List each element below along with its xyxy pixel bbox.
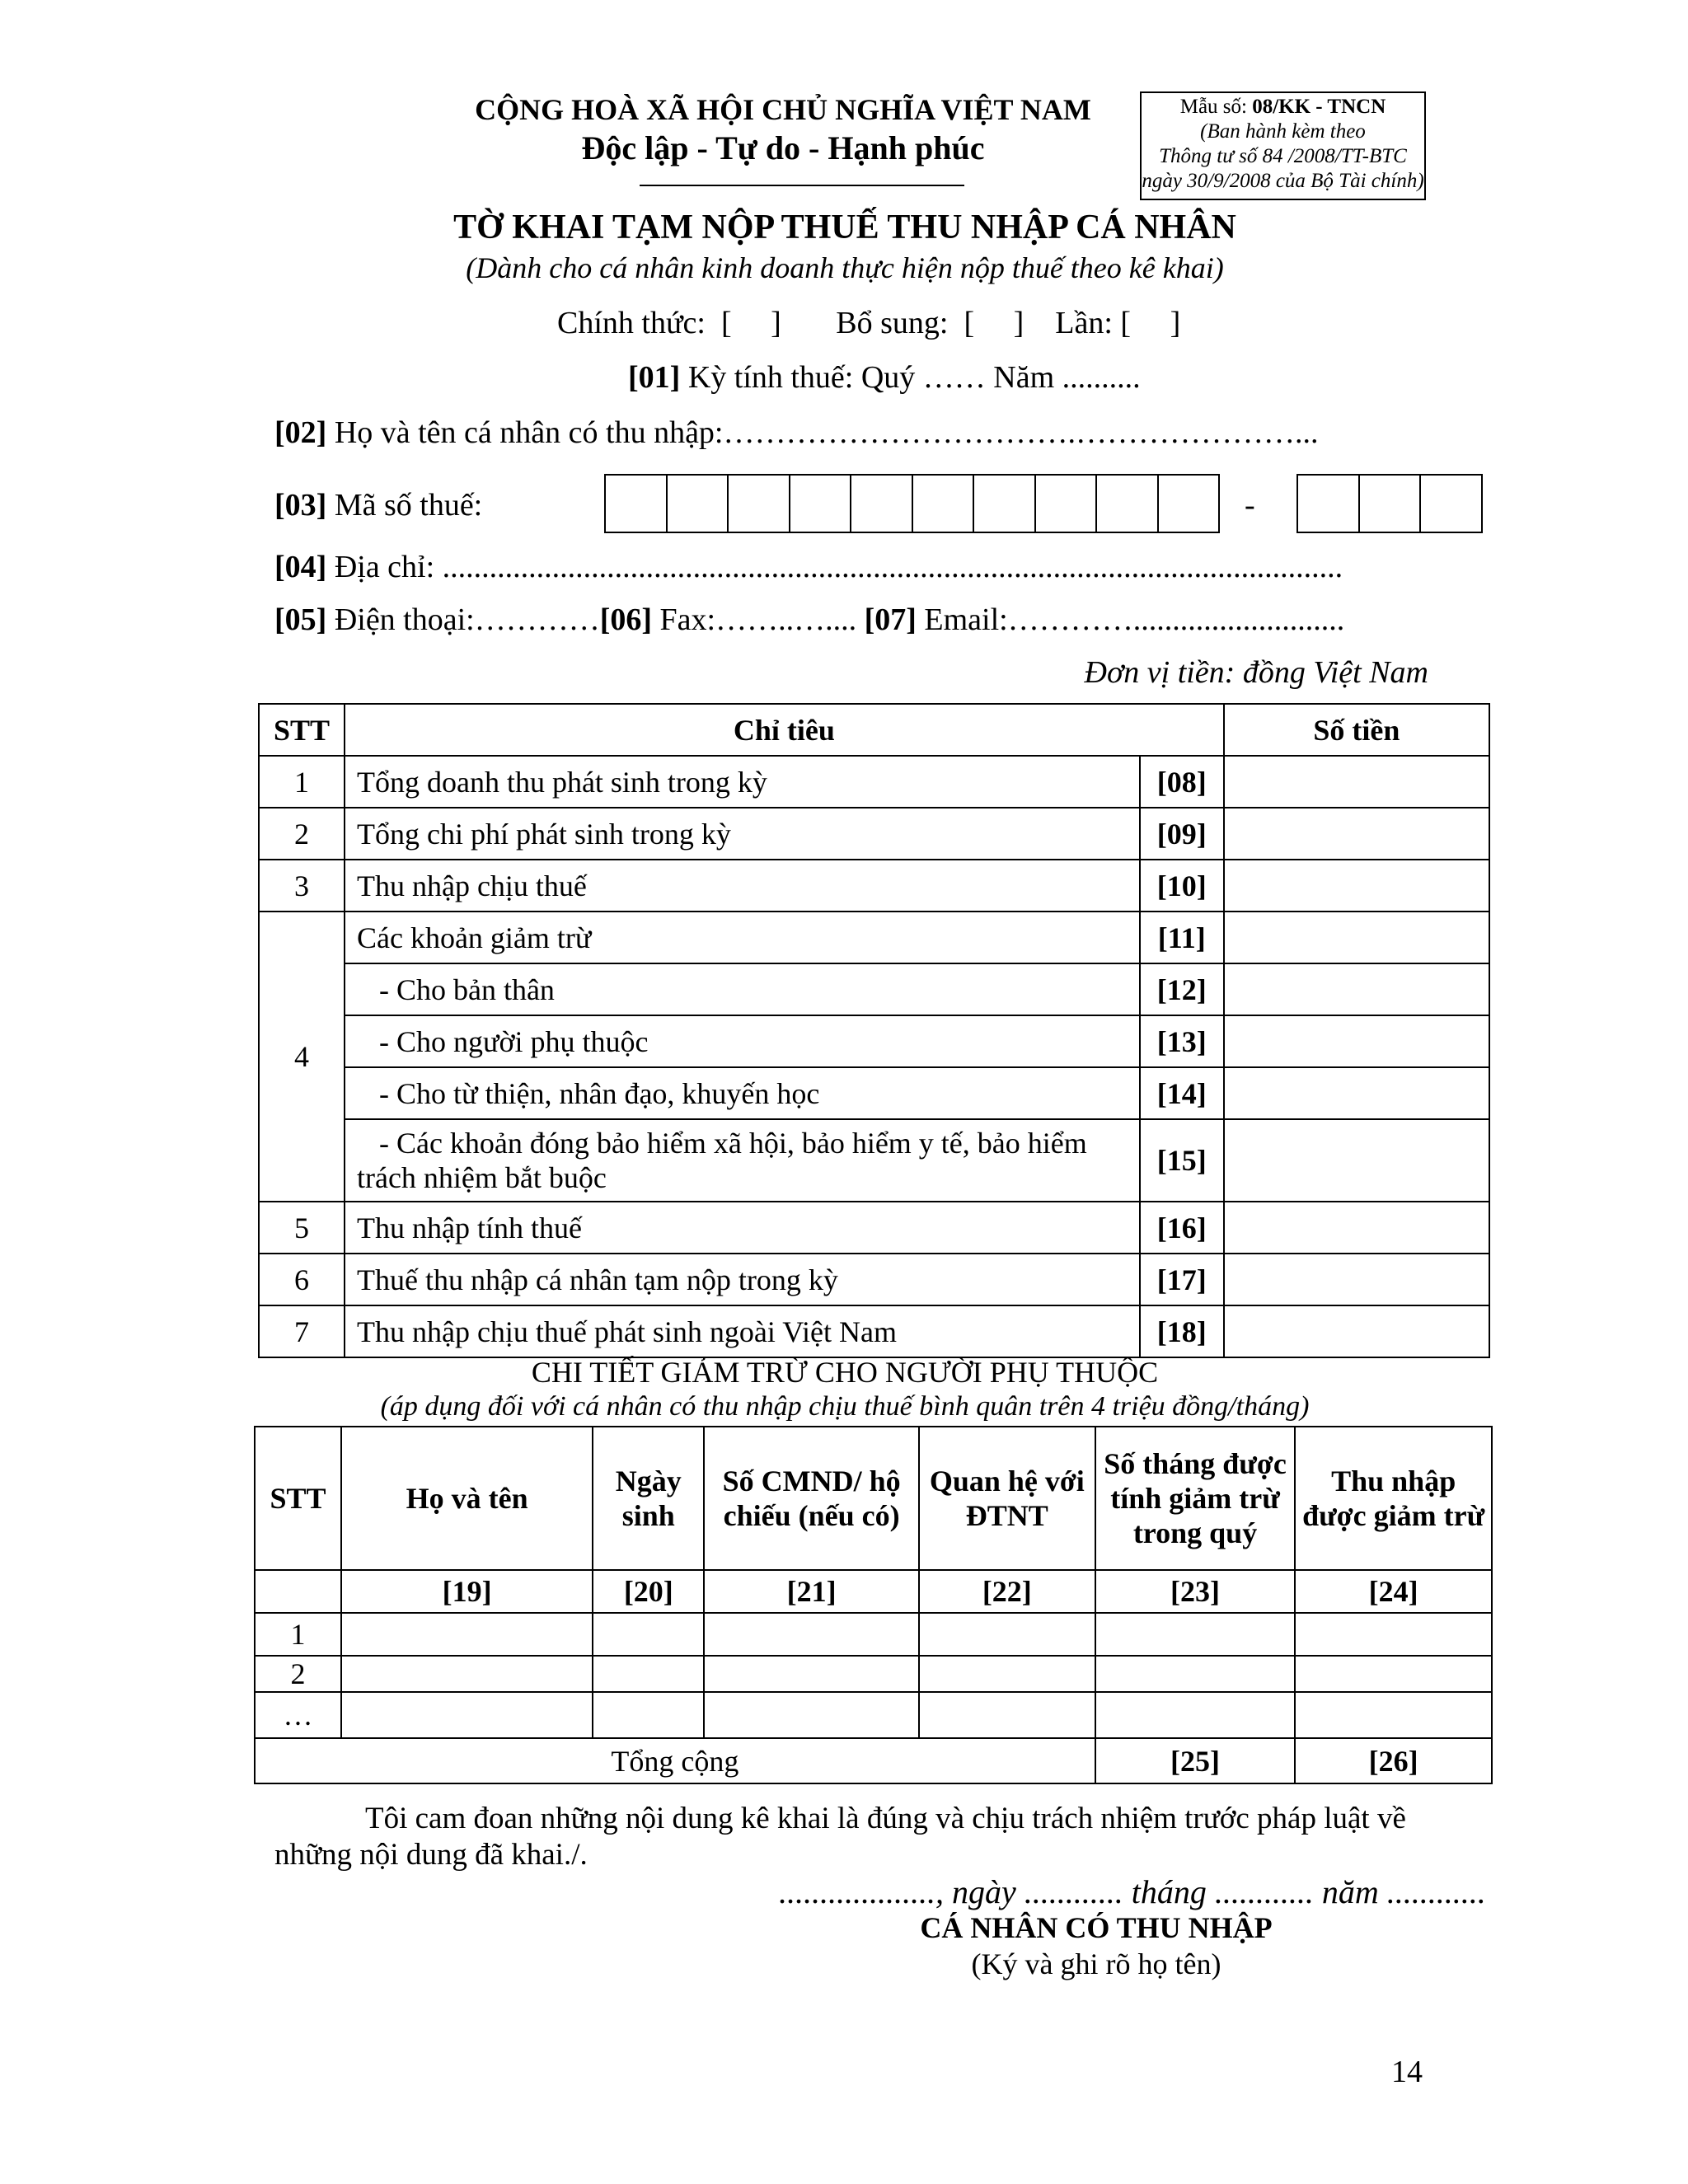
tax-code-grid[interactable] bbox=[604, 474, 1218, 533]
row-stt: 5 bbox=[259, 1202, 345, 1254]
declaration-text-line2: những nội dung đã khai./. bbox=[274, 1838, 588, 1872]
row-label: Thuế thu nhập cá nhân tạm nộp trong kỳ bbox=[345, 1254, 1140, 1305]
dep-code: [23] bbox=[1095, 1570, 1296, 1613]
tax-code-dash: - bbox=[1245, 488, 1255, 523]
total-label: Tổng cộng bbox=[255, 1738, 1095, 1783]
row-code: [15] bbox=[1140, 1119, 1224, 1202]
tax-code-digit[interactable] bbox=[973, 474, 1036, 533]
row-label: Thu nhập chịu thuế phát sinh ngoài Việt Nam bbox=[345, 1305, 1140, 1357]
field-02-name[interactable] bbox=[274, 415, 1319, 451]
field-05-code: [05] bbox=[274, 602, 327, 637]
field-06-code: [06] bbox=[599, 602, 653, 637]
field-05-07-contact[interactable] bbox=[274, 602, 1344, 638]
main-table-header bbox=[259, 704, 1489, 756]
dependents-header bbox=[255, 1427, 1492, 1570]
tax-code-digit[interactable] bbox=[604, 474, 668, 533]
tax-code-suffix-digit[interactable] bbox=[1296, 474, 1360, 533]
dep-header-stt: STT bbox=[255, 1427, 341, 1570]
table-row bbox=[259, 1202, 1489, 1254]
tax-code-suffix-digit[interactable] bbox=[1419, 474, 1483, 533]
amount-cell[interactable] bbox=[1224, 1067, 1489, 1119]
field-03-tax-code bbox=[274, 487, 482, 523]
dep-cell[interactable] bbox=[1095, 1656, 1296, 1692]
row-stt: 2 bbox=[259, 808, 345, 860]
signer-title: CÁ NHÂN CÓ THU NHẬP bbox=[920, 1911, 1273, 1944]
dep-row-stt: 1 bbox=[255, 1613, 341, 1656]
row-code: [10] bbox=[1140, 860, 1224, 912]
declaration-text-line1: Tôi cam đoan những nội dung kê khai là đúng và chịu trách nhiệm trước pháp luật về bbox=[365, 1802, 1406, 1835]
form-issue-line3: ngày 30/9/2008 của Bộ Tài chính) bbox=[1142, 170, 1424, 192]
dep-cell[interactable] bbox=[1095, 1692, 1296, 1738]
row-label: - Cho bản thân bbox=[345, 963, 1140, 1015]
row-stt: 3 bbox=[259, 860, 345, 912]
form-issue-line2: Thông tư số 84 /2008/TT-BTC bbox=[1159, 145, 1407, 167]
field-04-label: Địa chỉ: ................................................................................................................... bbox=[326, 550, 1343, 584]
total-code: [26] bbox=[1295, 1738, 1492, 1783]
amount-cell[interactable] bbox=[1224, 860, 1489, 912]
dep-code: [22] bbox=[919, 1570, 1095, 1613]
main-indicator-table bbox=[258, 703, 1490, 1358]
tax-code-digit[interactable] bbox=[912, 474, 975, 533]
dep-row-stt: … bbox=[255, 1692, 341, 1738]
dep-header-id: Số CMND/ hộ chiếu (nếu có) bbox=[704, 1427, 919, 1570]
tax-code-digit[interactable] bbox=[727, 474, 790, 533]
page-number: 14 bbox=[1391, 2055, 1423, 2089]
row-code: [13] bbox=[1140, 1015, 1224, 1067]
tax-code-suffix-grid[interactable] bbox=[1296, 474, 1481, 533]
field-01-code: [01] bbox=[628, 360, 681, 395]
dep-row-stt: 2 bbox=[255, 1656, 341, 1692]
form-code-box bbox=[1140, 91, 1426, 200]
table-row bbox=[259, 808, 1489, 860]
tax-code-suffix-digit[interactable] bbox=[1358, 474, 1422, 533]
form-code-prefix: Mẫu số: bbox=[1179, 96, 1253, 118]
currency-unit: Đơn vị tiền: đồng Việt Nam bbox=[1084, 655, 1428, 690]
dep-header-relation: Quan hệ với ĐTNT bbox=[919, 1427, 1095, 1570]
dep-cell[interactable] bbox=[341, 1692, 593, 1738]
row-label: Các khoản giảm trừ bbox=[345, 912, 1140, 963]
declaration-type[interactable]: Chính thức: [ ] Bổ sung: [ ] Lần: [ ] bbox=[557, 306, 1181, 340]
field-07-label: Email:…………........................... bbox=[916, 602, 1345, 637]
amount-cell[interactable] bbox=[1224, 1202, 1489, 1254]
tax-code-digit[interactable] bbox=[850, 474, 913, 533]
field-06-label: Fax:……..….... bbox=[652, 602, 857, 637]
table-row bbox=[259, 1119, 1489, 1202]
table-row bbox=[259, 756, 1489, 808]
row-stt: 4 bbox=[259, 912, 345, 1202]
row-code: [18] bbox=[1140, 1305, 1224, 1357]
motto: Độc lập - Tự do - Hạnh phúc bbox=[581, 129, 985, 166]
tax-code-digit[interactable] bbox=[789, 474, 852, 533]
dep-cell[interactable] bbox=[919, 1656, 1095, 1692]
table-row bbox=[255, 1613, 1492, 1656]
amount-cell[interactable] bbox=[1224, 808, 1489, 860]
dep-cell[interactable] bbox=[341, 1613, 593, 1656]
dep-cell[interactable] bbox=[704, 1692, 919, 1738]
dep-cell[interactable] bbox=[919, 1692, 1095, 1738]
field-07-code: [07] bbox=[864, 602, 917, 637]
header-amount: Số tiền bbox=[1224, 704, 1489, 756]
field-02-code: [02] bbox=[274, 415, 327, 450]
signature-note: (Ký và ghi rõ họ tên) bbox=[971, 1947, 1221, 1980]
field-01-label: Kỳ tính thuế: Quý …… Năm .......... bbox=[680, 360, 1141, 395]
amount-cell[interactable] bbox=[1224, 912, 1489, 963]
amount-cell[interactable] bbox=[1224, 1305, 1489, 1357]
tax-code-digit[interactable] bbox=[666, 474, 729, 533]
motto-underline bbox=[640, 185, 964, 186]
total-code: [25] bbox=[1095, 1738, 1296, 1783]
dependents-total-row bbox=[255, 1738, 1492, 1783]
field-04-address[interactable] bbox=[274, 549, 1343, 585]
row-label: - Các khoản đóng bảo hiểm xã hội, bảo hiểm y tế, bảo hiểm trách nhiệm bắt buộc bbox=[345, 1119, 1140, 1202]
row-label: - Cho người phụ thuộc bbox=[345, 1015, 1140, 1067]
dep-cell[interactable] bbox=[341, 1656, 593, 1692]
table-row bbox=[259, 1067, 1489, 1119]
dep-code: [20] bbox=[593, 1570, 704, 1613]
country-line: CỘNG HOÀ XÃ HỘI CHỦ NGHĨA VIỆT NAM bbox=[475, 93, 1091, 126]
table-row bbox=[259, 860, 1489, 912]
row-code: [14] bbox=[1140, 1067, 1224, 1119]
amount-cell[interactable] bbox=[1224, 963, 1489, 1015]
row-code: [09] bbox=[1140, 808, 1224, 860]
dep-cell[interactable] bbox=[593, 1613, 704, 1656]
dep-cell[interactable] bbox=[1295, 1692, 1492, 1738]
dep-cell[interactable] bbox=[593, 1692, 704, 1738]
amount-cell[interactable] bbox=[1224, 1254, 1489, 1305]
dependents-table bbox=[254, 1426, 1493, 1784]
row-code: [11] bbox=[1140, 912, 1224, 963]
field-05-label: Điện thoại:………… bbox=[326, 602, 600, 637]
row-stt: 1 bbox=[259, 756, 345, 808]
dep-cell[interactable] bbox=[1295, 1656, 1492, 1692]
row-code: [16] bbox=[1140, 1202, 1224, 1254]
row-code: [08] bbox=[1140, 756, 1224, 808]
row-label: Tổng doanh thu phát sinh trong kỳ bbox=[345, 756, 1140, 808]
dep-code: [19] bbox=[341, 1570, 593, 1613]
field-01-period[interactable] bbox=[628, 359, 1141, 396]
dep-header-name: Họ và tên bbox=[341, 1427, 593, 1570]
form-subtitle: (Dành cho cá nhân kinh doanh thực hiện nộp thuế theo kê khai) bbox=[466, 251, 1224, 284]
row-label: Tổng chi phí phát sinh trong kỳ bbox=[345, 808, 1140, 860]
dep-code: [21] bbox=[704, 1570, 919, 1613]
dependents-title: CHI TIẾT GIẢM TRỪ CHO NGƯỜI PHỤ THUỘC bbox=[531, 1356, 1159, 1389]
amount-cell[interactable] bbox=[1224, 1015, 1489, 1067]
field-02-label: Họ và tên cá nhân có thu nhập:…………………………….…………………... bbox=[326, 415, 1319, 450]
tax-code-digit[interactable] bbox=[1095, 474, 1159, 533]
field-04-code: [04] bbox=[274, 550, 327, 584]
dep-cell[interactable] bbox=[704, 1656, 919, 1692]
row-stt: 7 bbox=[259, 1305, 345, 1357]
field-03-label: Mã số thuế: bbox=[326, 488, 483, 523]
form-title: TỜ KHAI TẠM NỘP THUẾ THU NHẬP CÁ NHÂN bbox=[453, 209, 1236, 246]
tax-code-digit[interactable] bbox=[1034, 474, 1098, 533]
dep-cell[interactable] bbox=[593, 1656, 704, 1692]
form-code: 08/KK - TNCN bbox=[1252, 96, 1386, 118]
field-03-code: [03] bbox=[274, 488, 327, 523]
dep-header-dob: Ngày sinh bbox=[593, 1427, 704, 1570]
tax-code-digit[interactable] bbox=[1157, 474, 1221, 533]
dependents-subtitle: (áp dụng đối với cá nhân có thu nhập chịu thuế bình quân trên 4 triệu đồng/tháng) bbox=[380, 1391, 1310, 1422]
row-label: - Cho từ thiện, nhân đạo, khuyến học bbox=[345, 1067, 1140, 1119]
form-issue-line1: (Ban hành kèm theo bbox=[1200, 120, 1366, 143]
header-stt: STT bbox=[259, 704, 345, 756]
dep-header-deduction: Thu nhập được giảm trừ bbox=[1295, 1427, 1492, 1570]
dep-cell[interactable] bbox=[919, 1613, 1095, 1656]
row-label: Thu nhập chịu thuế bbox=[345, 860, 1140, 912]
dependents-codes-row bbox=[255, 1570, 1492, 1613]
dep-code-empty bbox=[255, 1570, 341, 1613]
signature-date-line[interactable]: ..................., ngày ............ tháng ............ năm ............ bbox=[779, 1873, 1486, 1910]
dep-cell[interactable] bbox=[704, 1613, 919, 1656]
row-stt: 6 bbox=[259, 1254, 345, 1305]
table-row bbox=[259, 1254, 1489, 1305]
row-label: Thu nhập tính thuế bbox=[345, 1202, 1140, 1254]
table-row bbox=[255, 1656, 1492, 1692]
row-code: [12] bbox=[1140, 963, 1224, 1015]
dep-header-months: Số tháng được tính giảm trừ trong quý bbox=[1095, 1427, 1296, 1570]
dep-code: [24] bbox=[1295, 1570, 1492, 1613]
amount-cell[interactable] bbox=[1224, 756, 1489, 808]
header-indicator: Chỉ tiêu bbox=[345, 704, 1224, 756]
amount-cell[interactable] bbox=[1224, 1119, 1489, 1202]
table-row bbox=[259, 912, 1489, 963]
table-row bbox=[259, 963, 1489, 1015]
row-code: [17] bbox=[1140, 1254, 1224, 1305]
dep-cell[interactable] bbox=[1295, 1613, 1492, 1656]
table-row bbox=[259, 1305, 1489, 1357]
table-row bbox=[255, 1692, 1492, 1738]
dep-cell[interactable] bbox=[1095, 1613, 1296, 1656]
table-row bbox=[259, 1015, 1489, 1067]
